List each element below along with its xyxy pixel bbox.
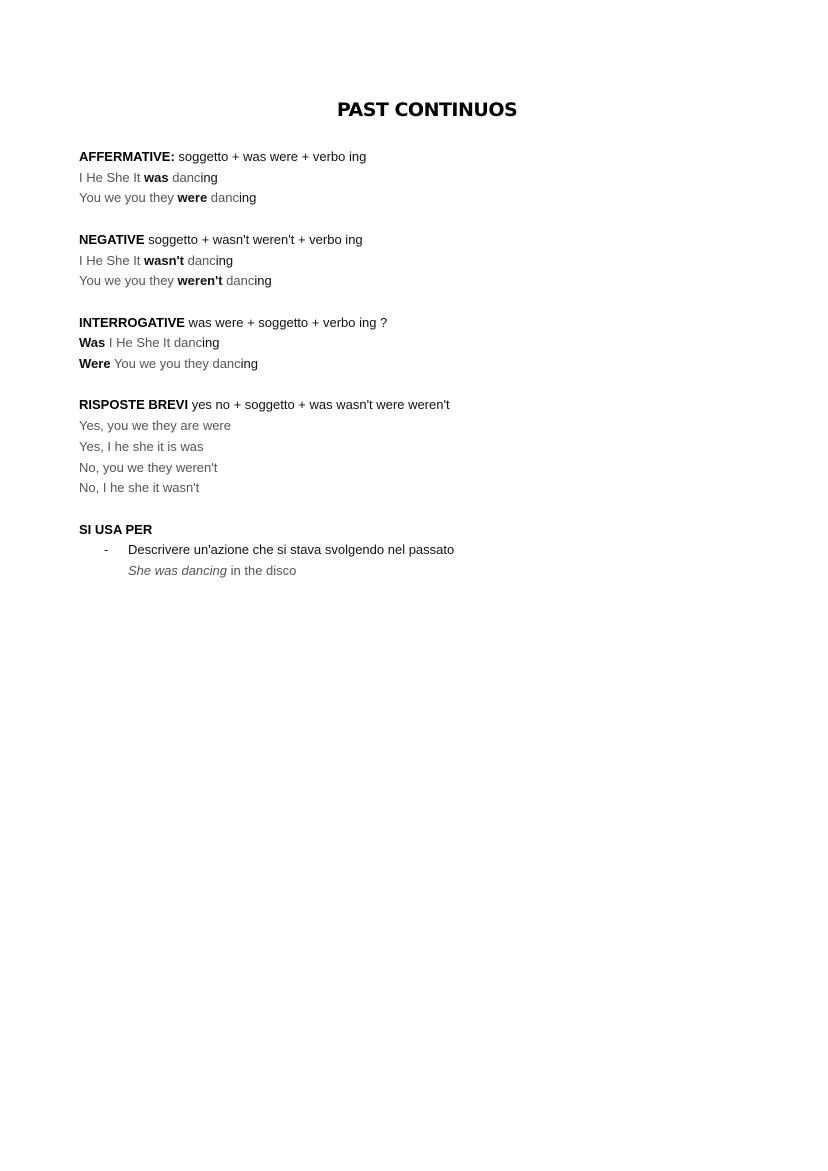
example-verb-suffix: ing bbox=[240, 356, 259, 371]
negative-example-1 bbox=[79, 251, 779, 272]
interrogative-rule-line bbox=[79, 313, 779, 334]
short-answer-line: Yes, you we they are were bbox=[79, 418, 231, 434]
affirmative-example-1 bbox=[79, 168, 779, 189]
example-verb-stem: danc bbox=[207, 190, 239, 206]
interrogative-heading: INTERROGATIVE bbox=[79, 314, 185, 330]
example-subject: I He She It bbox=[79, 169, 145, 185]
example-verb-suffix: ing bbox=[254, 273, 272, 289]
affirmative-example-2 bbox=[79, 188, 779, 209]
section-interrogative bbox=[79, 313, 779, 375]
example-verb-suffix: ing bbox=[200, 169, 218, 185]
negative-example-2 bbox=[79, 271, 779, 292]
example-subject: You we you they bbox=[79, 273, 178, 289]
uses-example bbox=[79, 561, 779, 582]
example-subject: I He She It bbox=[79, 252, 145, 268]
interrogative-example-1 bbox=[79, 333, 779, 354]
section-negative bbox=[79, 230, 779, 292]
affirmative-rule: soggetto + was were + verbo ing bbox=[174, 149, 367, 164]
example-auxiliary: Was bbox=[79, 335, 106, 351]
uses-bullet-item bbox=[79, 540, 779, 561]
affirmative-rule-line bbox=[79, 147, 779, 168]
short-answer-line: No, I he she it wasn't bbox=[79, 480, 200, 496]
example-verb-suffix: ing bbox=[239, 190, 257, 206]
bullet-marker: - bbox=[104, 542, 109, 558]
example-verb-suffix: ing bbox=[215, 252, 234, 268]
document-body bbox=[79, 147, 779, 582]
negative-rule-line bbox=[79, 230, 779, 251]
section-short-answers bbox=[79, 395, 779, 499]
example-subject: You we you they bbox=[79, 190, 178, 206]
example-verb-stem: danc bbox=[183, 252, 216, 268]
interrogative-rule: was were + soggetto + verbo ing ? bbox=[184, 314, 388, 330]
example-auxiliary: Were bbox=[79, 356, 111, 371]
short-answers-rule-line bbox=[79, 395, 779, 416]
uses-bullet-text: Descrivere un'azione che si stava svolgendo nel passato bbox=[128, 542, 455, 558]
uses-example-rest: in the disco bbox=[227, 563, 297, 578]
example-verb-stem: danc bbox=[168, 169, 201, 185]
uses-heading: SI USA PER bbox=[79, 521, 153, 537]
interrogative-example-2 bbox=[79, 354, 779, 375]
short-answers-heading: RISPOSTE BREVI bbox=[79, 397, 189, 413]
negative-rule: soggetto + wasn't weren't + verbo ing bbox=[144, 231, 363, 247]
example-auxiliary: wasn't bbox=[144, 252, 184, 268]
example-subject: I He She It danc bbox=[105, 335, 203, 351]
short-answer-line: No, you we they weren't bbox=[79, 459, 218, 475]
negative-heading: NEGATIVE bbox=[79, 231, 145, 247]
affirmative-heading: AFFERMATIVE: bbox=[79, 149, 175, 164]
example-auxiliary: were bbox=[177, 190, 208, 206]
section-affirmative bbox=[79, 147, 779, 209]
example-verb-suffix: ing bbox=[202, 335, 220, 351]
section-uses bbox=[79, 520, 779, 582]
example-subject: You we you they danc bbox=[110, 356, 241, 371]
example-auxiliary: was bbox=[144, 169, 169, 185]
short-answer-line: Yes, I he she it is was bbox=[79, 438, 204, 454]
uses-example-italic: She was dancing bbox=[128, 563, 228, 578]
example-auxiliary: weren't bbox=[177, 273, 223, 289]
page-title: PAST CONTINUOS bbox=[336, 99, 518, 121]
short-answers-rule: yes no + soggetto + was wasn't were weren't bbox=[188, 397, 450, 413]
example-verb-stem: danc bbox=[222, 273, 255, 289]
